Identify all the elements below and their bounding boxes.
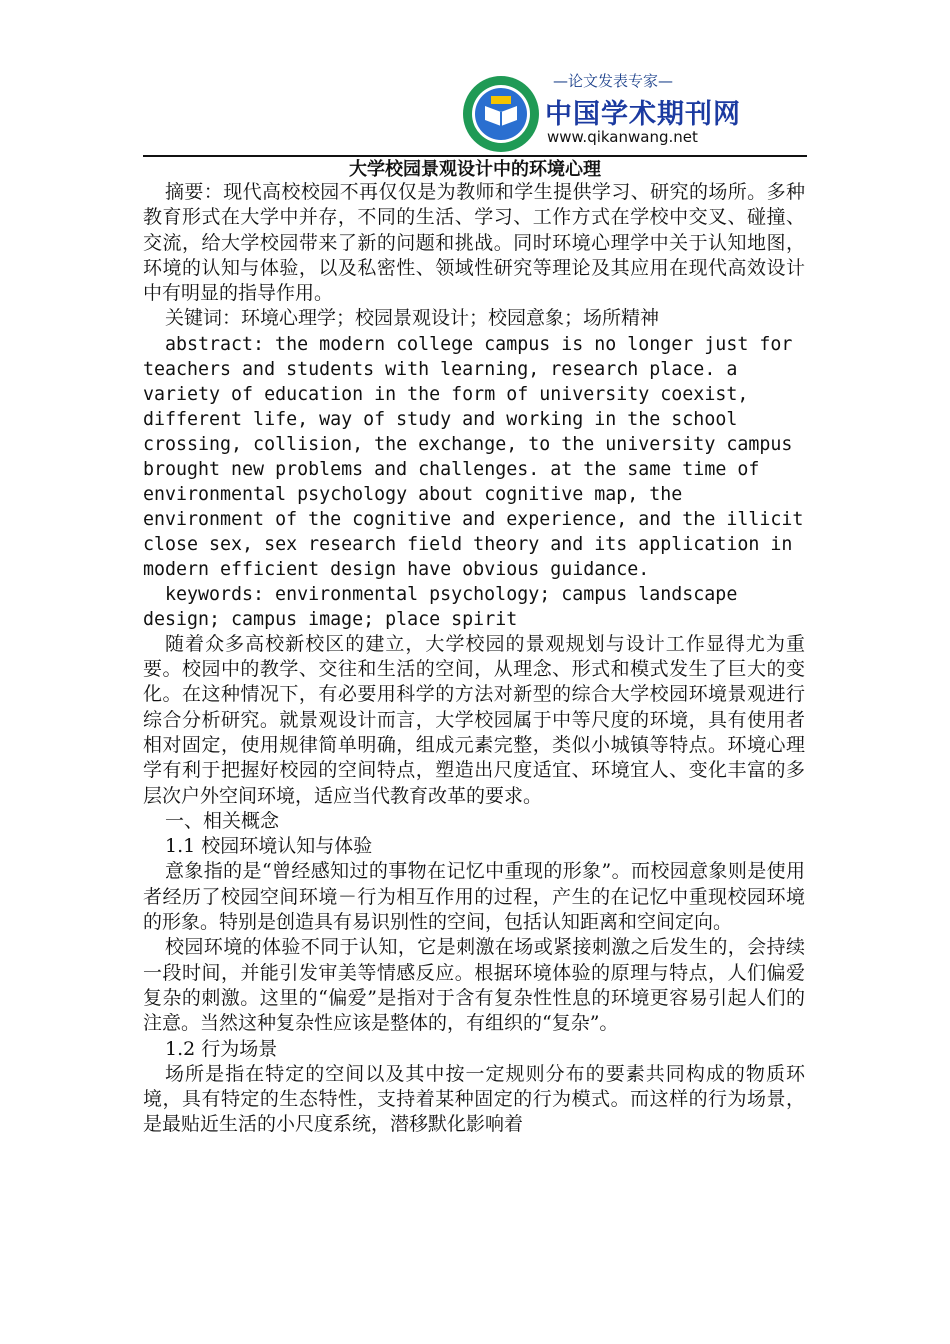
section-heading: 一、相关概念 bbox=[165, 809, 280, 832]
site-logo[interactable] bbox=[461, 68, 741, 154]
body-paragraph: 关键词：环境心理学；校园景观设计；校园意象；场所精神 bbox=[165, 307, 660, 330]
body-paragraph: 场所是指在特定的空间以及其中按一定规则分布的要素共同构成的物质环境，具有特定的生态特性，支持着某种固定的行为模式。而这样的行为场景，是最贴近生活的小尺度系统，潜移默化影响着 bbox=[143, 1062, 805, 1136]
header-divider bbox=[143, 155, 807, 157]
page-header bbox=[143, 68, 807, 154]
body-paragraph: abstract: the modern college campus is no longer just for teachers and students with learning, research place. a variety of education in the form of university coexist, different life, way of study and working in the school crossing, collision, the exchange, to the university campus brought new problems and challenges. at the same time of environmental psychology about cognitive map, the environment of the cognitive and experience, and the illicit close sex, sex research field theory and its application in modern efficient design have obvious guidance. bbox=[143, 333, 804, 580]
document-body bbox=[143, 180, 805, 1138]
document-title: 大学校园景观设计中的环境心理 bbox=[349, 159, 601, 180]
brand-url[interactable]: www.qikanwang.net bbox=[547, 128, 698, 146]
section-heading: 1.1 校园环境认知与体验 bbox=[165, 835, 373, 858]
body-paragraph: 随着众多高校新校区的建立，大学校园的景观规划与设计工作显得尤为重要。校园中的教学、交往和生活的空间，从理念、形式和模式发生了巨大的变化。在这种情况下，有必要用科学的方法对新型的综合大学校园环境景观进行综合分析研究。就景观设计而言，大学校园属于中等尺度的环境，具有使用者相对固定，使用规律简单明确，组成元素完整，类似小城镇等特点。环境心理学有利于把握好校园的空间特点，塑造出尺度适宜、环境宜人、变化丰富的多层次户外空间环境，适应当代教育改革的要求。 bbox=[143, 632, 805, 807]
body-paragraph: keywords: environmental psychology; campus landscape design; campus image; place spirit bbox=[143, 583, 738, 630]
section-heading: 1.2 行为场景 bbox=[165, 1037, 278, 1060]
brand-name: 中国学术期刊网 bbox=[545, 99, 741, 130]
brand-tagline: —论文发表专家— bbox=[553, 72, 674, 90]
body-paragraph: 意象指的是“曾经感知过的事物在记忆中重现的形象”。而校园意象则是使用者经历了校园空间环境－行为相互作用的过程，产生的在记忆中重现校园环境的形象。特别是创造具有易识别性的空间，包括认知距离和空间定向。 bbox=[143, 860, 805, 934]
body-paragraph: 校园环境的体验不同于认知，它是刺激在场或紧接刺激之后发生的，会持续一段时间，并能引发审美等情感反应。根据环境体验的原理与特点，人们偏爱复杂的刺激。这里的“偏爱”是指对于含有复杂性性息的环境更容易引起人们的注意。当然这种复杂性应该是整体的，有组织的“复杂”。 bbox=[143, 936, 805, 1035]
seal-logo-icon bbox=[461, 74, 541, 154]
body-paragraph: 摘要：现代高校校园不再仅仅是为教师和学生提供学习、研究的场所。多种教育形式在大学中并存，不同的生活、学习、工作方式在学校中交叉、碰撞、交流，给大学校园带来了新的问题和挑战。同时环境心理学中关于认知地图，环境的认知与体验，以及私密性、领域性研究等理论及其应用在现代高效设计中有明显的指导作用。 bbox=[143, 181, 805, 305]
